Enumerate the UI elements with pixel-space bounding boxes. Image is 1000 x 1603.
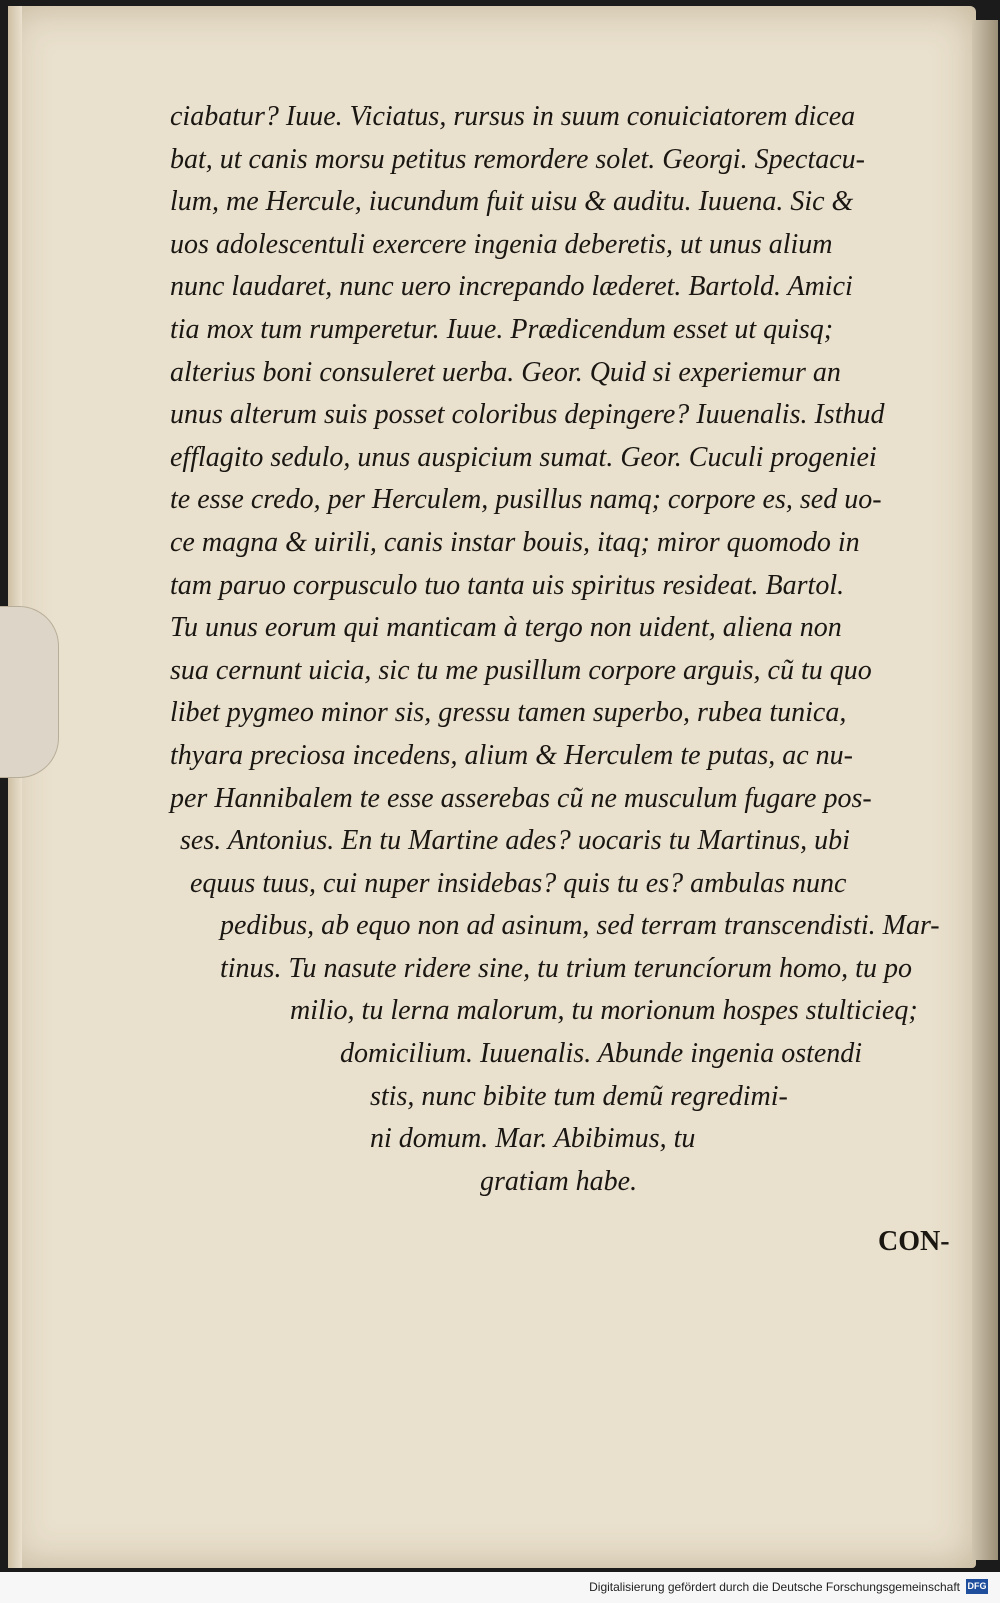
text-line: alterius boni consuleret uerba. Geor. Quid si experiemur an bbox=[170, 356, 841, 388]
text-line: ciabatur? Iuue. Viciatus, rursus in suum conuiciatorem dicea bbox=[170, 101, 856, 132]
dfg-logo-icon: DFG bbox=[966, 1579, 988, 1594]
text-line: thyara preciosa incedens, alium & Herculem te putas, ac nu- bbox=[170, 739, 854, 771]
text-line: lum, me Hercule, iucundum fuit uisu & auditu. Iuuena. Sic & bbox=[170, 186, 854, 218]
text-line: efflagito sedulo, unus auspicium sumat. Geor. Cuculi progeniei bbox=[170, 441, 877, 473]
text-line: libet pygmeo minor sis, gressu tamen superbo, rubea tunica, bbox=[170, 697, 847, 729]
text-line: tia mox tum rumperetur. Iuue. Prædicendum esset ut quisq; bbox=[170, 313, 834, 345]
text-line: tam paruo corpusculo tuo tanta uis spiritus resideat. Bartol. bbox=[170, 569, 845, 601]
text-line: ses. Antonius. En tu Martine ades? uocaris tu Martinus, ubi bbox=[180, 825, 850, 857]
text-line: milio, tu lerna malorum, tu morionum hospes stulticieq; bbox=[290, 995, 918, 1027]
text-line: nunc laudaret, nunc uero increpando læderet. Bartold. Amici bbox=[170, 271, 853, 303]
page-text bbox=[170, 96, 960, 1203]
text-line: sua cernunt uicia, sic tu me pusillum corpore arguis, cũ tu quo bbox=[170, 654, 872, 686]
text-line: unus alterum suis posset coloribus depingere? Iuuenalis. Isthud bbox=[170, 399, 885, 431]
text-line: uos adolescentuli exercere ingenia deberetis, ut unus alium bbox=[170, 228, 833, 260]
text-line: te esse credo, per Herculem, pusillus namq; corpore es, sed uo- bbox=[170, 484, 882, 516]
catchword: CON- bbox=[878, 1226, 950, 1257]
footer-credit: Digitalisierung gefördert durch die Deutsche Forschungsgemeinschaft bbox=[589, 1580, 960, 1594]
text-line: Tu unus eorum qui manticam à tergo non uident, aliena non bbox=[170, 612, 842, 644]
text-line: equus tuus, cui nuper insidebas? quis tu es? ambulas nunc bbox=[190, 867, 847, 899]
page-edge bbox=[972, 20, 998, 1560]
text-line: ce magna & uirili, canis instar bouis, itaq; miror quomodo in bbox=[170, 526, 860, 558]
text-line: gratiam habe. bbox=[480, 1165, 638, 1197]
text-line: tinus. Tu nasute ridere sine, tu trium teruncíorum homo, tu po bbox=[220, 952, 912, 984]
footer-bar bbox=[0, 1572, 1000, 1603]
text-line: ni domum. Mar. Abibimus, tu bbox=[370, 1123, 696, 1155]
text-line: bat, ut canis morsu petitus remordere solet. Georgi. Spectacu- bbox=[170, 143, 865, 175]
text-line: per Hannibalem te esse asserebas cũ ne musculum fugare pos- bbox=[170, 782, 872, 814]
page-clip-tab bbox=[0, 606, 59, 778]
text-line: domicilium. Iuuenalis. Abunde ingenia ostendi bbox=[340, 1038, 863, 1070]
text-line: pedibus, ab equo non ad asinum, sed terram transcendisti. Mar- bbox=[220, 910, 940, 942]
page-gutter bbox=[8, 6, 22, 1568]
text-line: stis, nunc bibite tum demũ regredimi- bbox=[370, 1080, 788, 1112]
